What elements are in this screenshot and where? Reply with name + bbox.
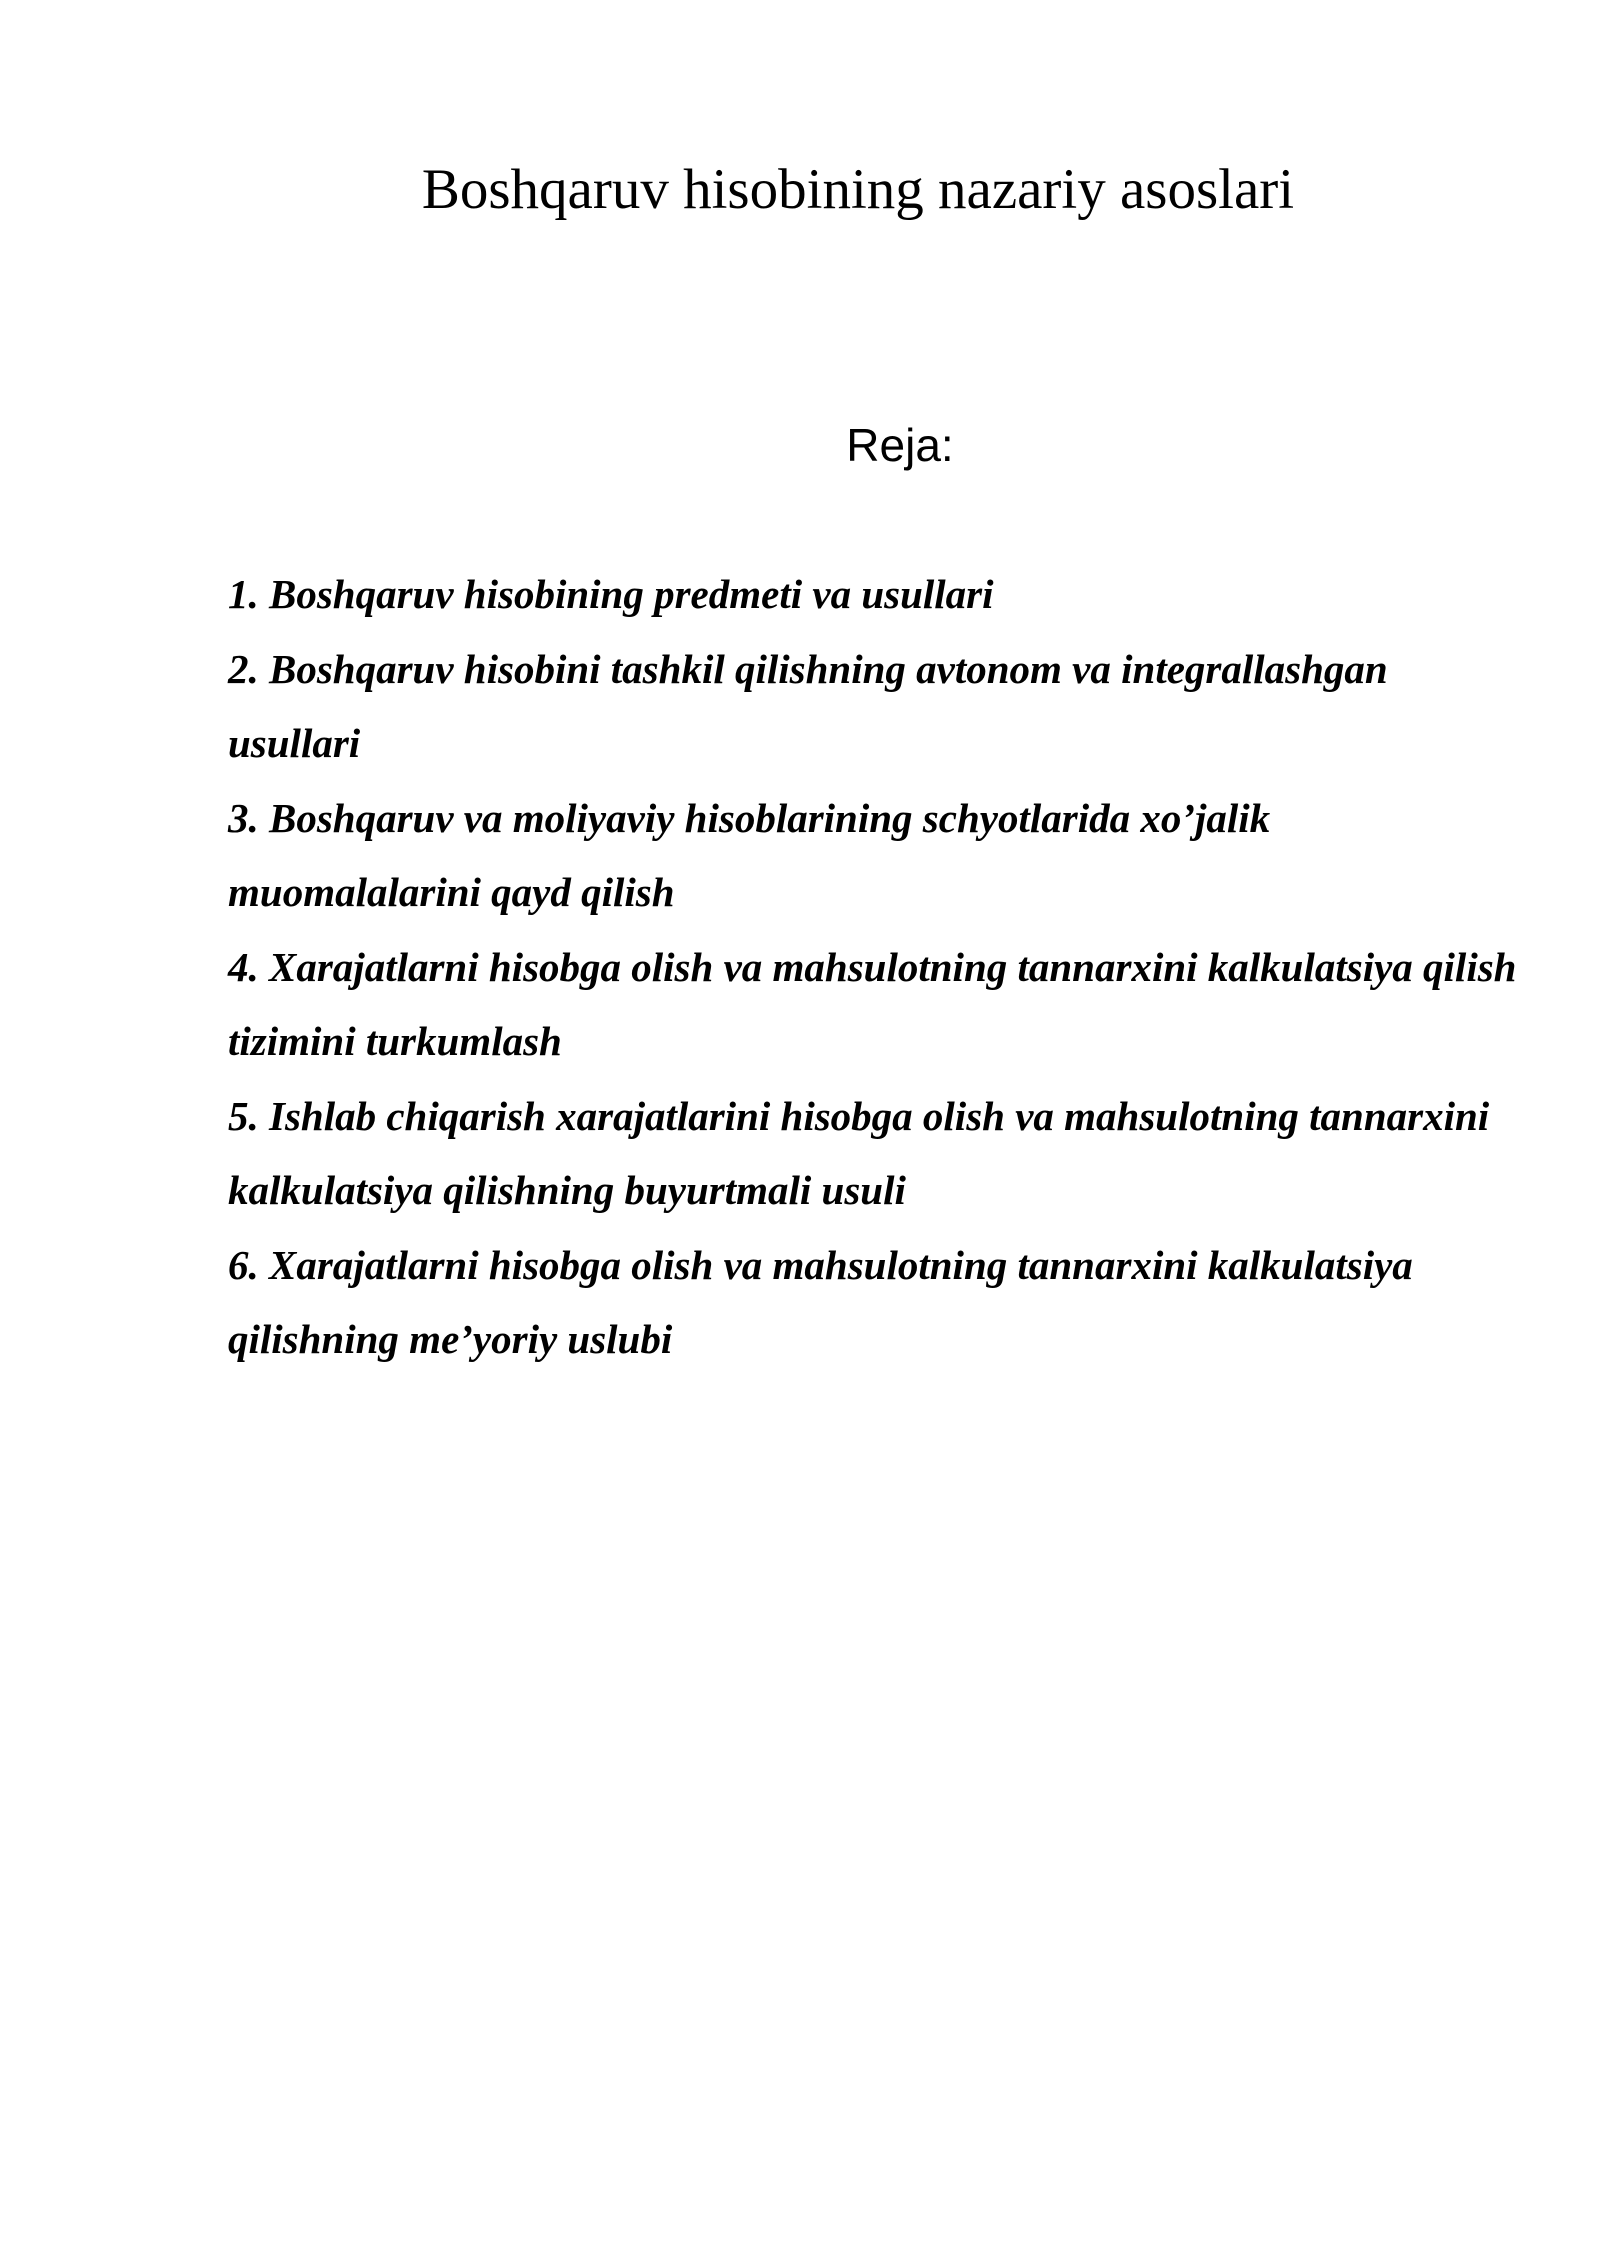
plan-item-3: 3. Boshqaruv va moliyaviy hisoblarining schyotlarida xo’jalik muomalalarini qayd qilish bbox=[228, 794, 1271, 915]
document-title: Boshqaruv hisobining nazariy asoslari bbox=[421, 158, 1295, 221]
plan-heading: Reja: bbox=[846, 419, 954, 471]
plan-item-2: 2. Boshqaruv hisobini tashkil qilishning avtonom va integrallashgan usullari bbox=[228, 645, 1388, 766]
plan-item-4: 4. Xarajatlarni hisobga olish va mahsulotning tannarxini kalkulatsiya qilish tizimini turkumlash bbox=[228, 943, 1517, 1064]
plan-item-6: 6. Xarajatlarni hisobga olish va mahsulotning tannarxini kalkulatsiya qilishning me’yoriy uslubi bbox=[228, 1241, 1413, 1362]
plan-item-1: 1. Boshqaruv hisobining predmeti va usullari bbox=[228, 571, 994, 617]
plan-list bbox=[228, 557, 1518, 1377]
plan-item-5: 5. Ishlab chiqarish xarajatlarini hisobga olish va mahsulotning tannarxini kalkulatsiya qilishning buyurtmali usuli bbox=[228, 1092, 1490, 1213]
